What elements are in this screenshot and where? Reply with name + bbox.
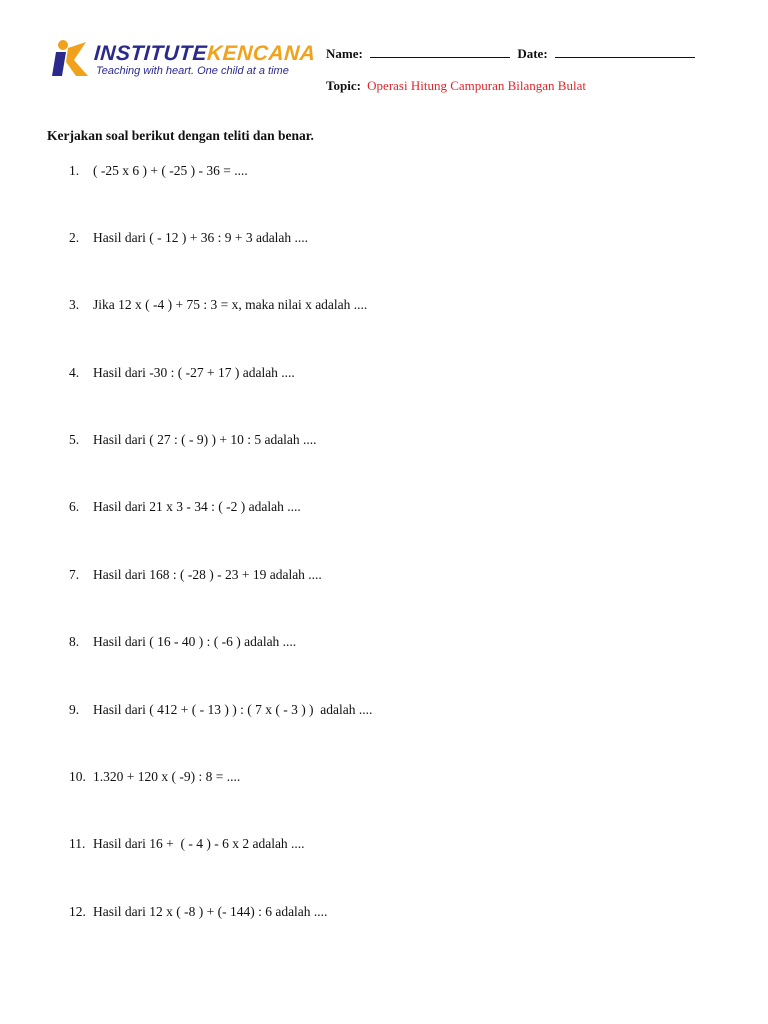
question-text: Hasil dari ( 27 : ( - 9) ) + 10 : 5 adalah .... bbox=[93, 432, 317, 447]
topic-label: Topic: bbox=[326, 78, 361, 93]
question-number: 4. bbox=[69, 365, 80, 380]
question-text: 1.320 + 120 x ( -9) : 8 = .... bbox=[93, 769, 241, 784]
logo-wordmark: INSTITUTEKENCANA bbox=[93, 42, 317, 65]
question-text: Hasil dari 16 + ( - 4 ) - 6 x 2 adalah .... bbox=[93, 836, 305, 851]
name-date-row bbox=[326, 45, 695, 62]
question-number: 10. bbox=[69, 769, 86, 784]
topic-row bbox=[326, 78, 586, 94]
question-item bbox=[69, 297, 367, 313]
question-number: 8. bbox=[69, 634, 80, 649]
topic-value: Operasi Hitung Campuran Bilangan Bulat bbox=[367, 78, 586, 93]
question-number: 1. bbox=[69, 163, 80, 178]
question-number: 12. bbox=[69, 904, 86, 919]
logo-tagline: Teaching with heart. One child at a time bbox=[96, 65, 289, 77]
question-item bbox=[69, 230, 308, 246]
question-item bbox=[69, 702, 372, 718]
question-item bbox=[69, 769, 240, 785]
instruction-text: Kerjakan soal berikut dengan teliti dan benar. bbox=[47, 128, 314, 143]
question-number: 11. bbox=[69, 836, 86, 851]
question-text: Hasil dari 12 x ( -8 ) + (- 144) : 6 adalah .... bbox=[93, 904, 328, 919]
question-text: Hasil dari 168 : ( -28 ) - 23 + 19 adalah .... bbox=[93, 567, 322, 582]
question-item bbox=[69, 904, 327, 920]
logo-emblem-icon bbox=[52, 38, 96, 82]
question-text: Hasil dari ( 412 + ( - 13 ) ) : ( 7 x ( - 3 ) ) adalah .... bbox=[93, 702, 373, 717]
question-text: Hasil dari ( - 12 ) + 36 : 9 + 3 adalah .... bbox=[93, 230, 309, 245]
institute-kencana-logo bbox=[52, 38, 317, 82]
question-item bbox=[69, 365, 295, 381]
name-label: Name: bbox=[326, 46, 363, 61]
question-text: Jika 12 x ( -4 ) + 75 : 3 = x, maka nilai x adalah .... bbox=[93, 297, 368, 312]
question-item bbox=[69, 836, 305, 852]
question-item bbox=[69, 432, 317, 448]
question-item bbox=[69, 163, 248, 179]
question-text: Hasil dari ( 16 - 40 ) : ( -6 ) adalah .... bbox=[93, 634, 297, 649]
question-number: 7. bbox=[69, 567, 80, 582]
question-number: 3. bbox=[69, 297, 80, 312]
question-number: 6. bbox=[69, 499, 80, 514]
question-item bbox=[69, 499, 301, 515]
question-item bbox=[69, 634, 296, 650]
question-number: 2. bbox=[69, 230, 80, 245]
question-text: Hasil dari 21 x 3 - 34 : ( -2 ) adalah .... bbox=[93, 499, 301, 514]
question-item bbox=[69, 567, 322, 583]
question-number: 9. bbox=[69, 702, 80, 717]
name-field[interactable] bbox=[370, 45, 510, 58]
question-number: 5. bbox=[69, 432, 80, 447]
question-text: ( -25 x 6 ) + ( -25 ) - 36 = .... bbox=[93, 163, 248, 178]
date-field[interactable] bbox=[555, 45, 695, 58]
question-text: Hasil dari -30 : ( -27 + 17 ) adalah .... bbox=[93, 365, 295, 380]
date-label: Date: bbox=[517, 46, 548, 61]
